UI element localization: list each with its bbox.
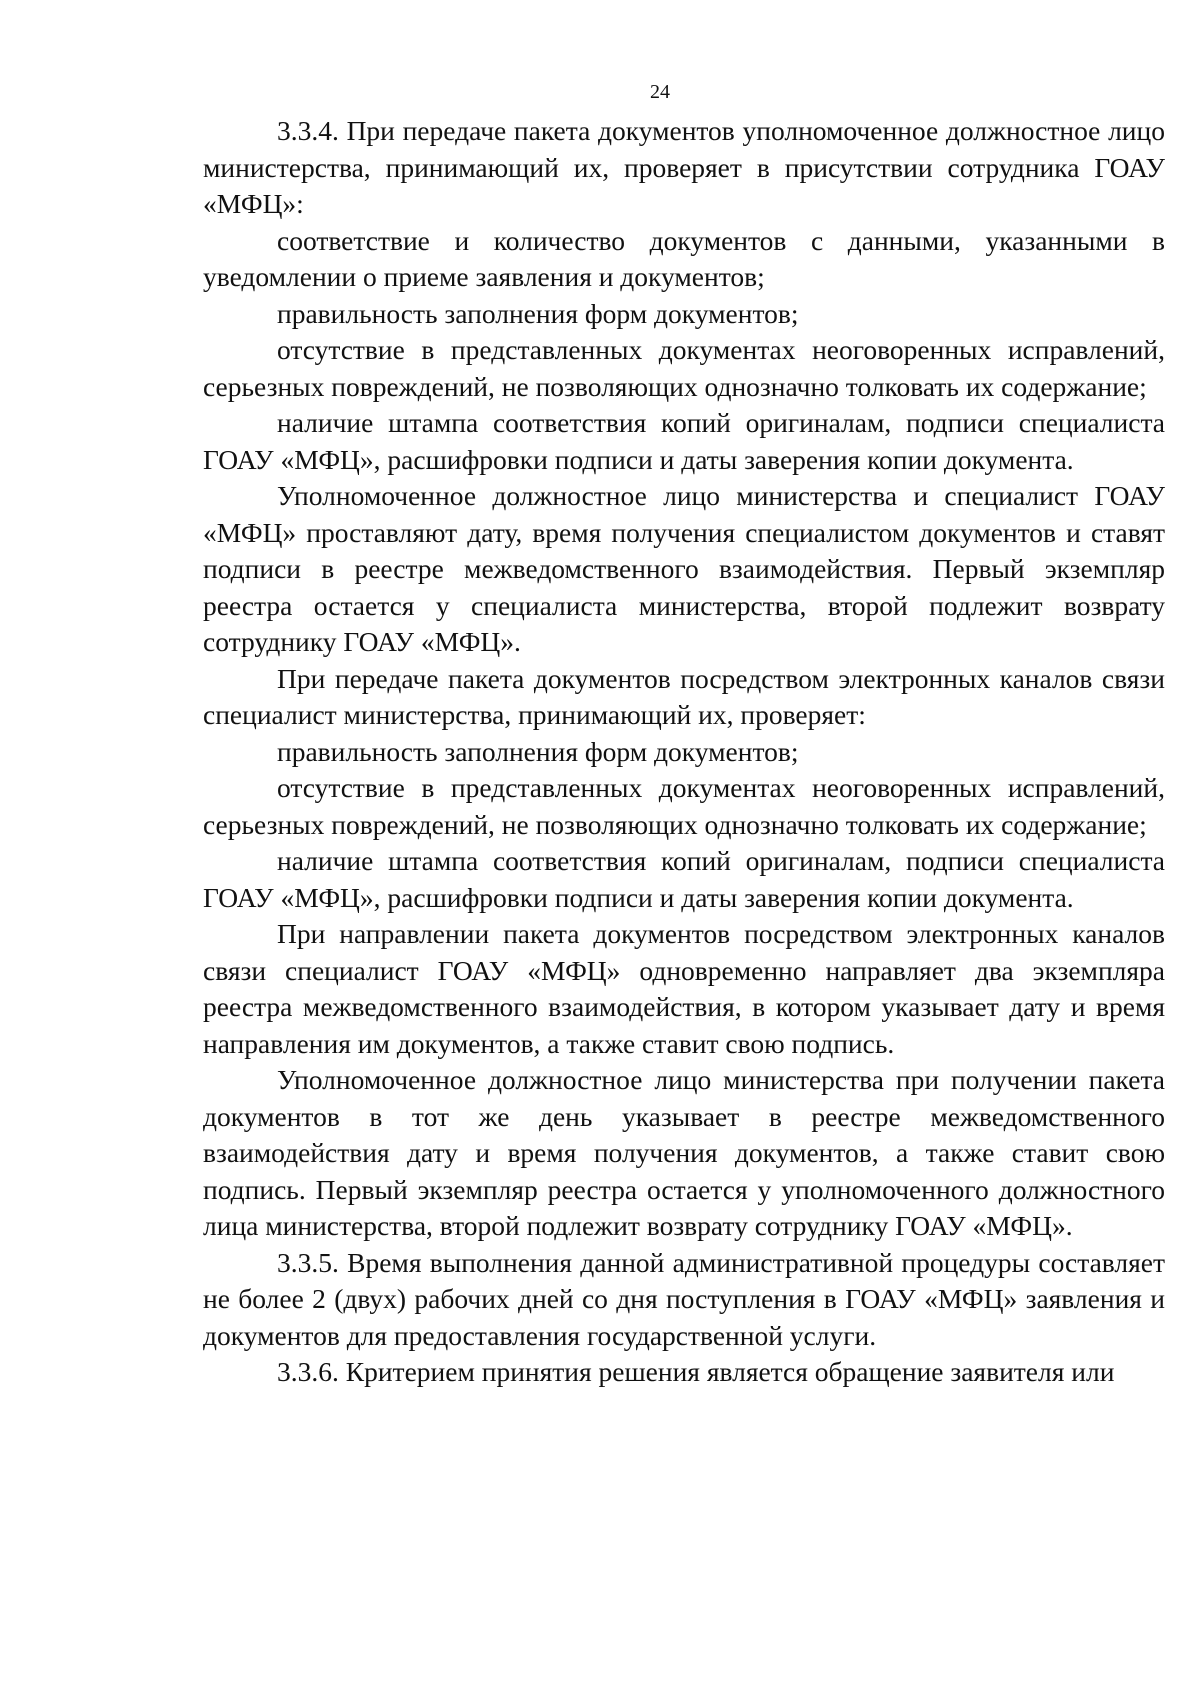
page-number: 24: [650, 81, 670, 103]
paragraph-check-correspondence: соответствие и количество документов с данными, указанными в уведомлении о приеме заявления и документов;: [203, 224, 1165, 292]
document-body: [203, 113, 1165, 1391]
paragraph-electronic-transfer: При передаче пакета документов посредством электронных каналов связи специалист министерства, принимающий их, проверяет:: [203, 662, 1165, 730]
paragraph-check-corrections: отсутствие в представленных документах неоговоренных исправлений, серьезных повреждений, не позволяющих однозначно толковать их содержание;: [203, 334, 1165, 402]
paragraph-receipt-registry: Уполномоченное должностное лицо министерства при получении пакета документов в тот же день указывает в реестре межведомственного взаимодействия дату и время получения документов, а также ставит свою подпись. Первый экземпляр реестра остается у уполномоченного должностного лица министерства, второй подлежит возврату сотруднику ГОАУ «МФЦ».: [203, 1064, 1165, 1241]
paragraph-3-3-4: 3.3.4. При передаче пакета документов уполномоченное должностное лицо министерства, принимающий их, проверяет в присутствии сотрудника ГОАУ «МФЦ»:: [203, 115, 1165, 219]
paragraph-check-forms: правильность заполнения форм документов;: [277, 297, 799, 329]
paragraph-electronic-check-corrections: отсутствие в представленных документах неоговоренных исправлений, серьезных повреждений, не позволяющих однозначно толковать их содержание;: [203, 772, 1165, 840]
paragraph-registry-signatures: Уполномоченное должностное лицо министерства и специалист ГОАУ «МФЦ» проставляют дату, время получения специалистом документов и ставят подписи в реестре межведомственного взаимодействия. Первый экземпляр реестра остается у специалиста министерства, второй подлежит возврату сотруднику ГОАУ «МФЦ».: [203, 480, 1165, 657]
paragraph-electronic-check-forms: правильность заполнения форм документов;: [277, 735, 799, 767]
paragraph-check-stamp: наличие штампа соответствия копий оригиналам, подписи специалиста ГОАУ «МФЦ», расшифровки подписи и даты заверения копии документа.: [203, 407, 1165, 475]
paragraph-electronic-sending: При направлении пакета документов посредством электронных каналов связи специалист ГОАУ «МФЦ» одновременно направляет два экземпляра реестра межведомственного взаимодействия, в котором указывает дату и время направления им документов, а также ставит свою подпись.: [203, 918, 1165, 1059]
paragraph-electronic-check-stamp: наличие штампа соответствия копий оригиналам, подписи специалиста ГОАУ «МФЦ», расшифровки подписи и даты заверения копии документа.: [203, 845, 1165, 913]
paragraph-3-3-6: 3.3.6. Критерием принятия решения является обращение заявителя или: [277, 1356, 1115, 1387]
paragraph-3-3-5: 3.3.5. Время выполнения данной административной процедуры составляет не более 2 (двух) рабочих дней со дня поступления в ГОАУ «МФЦ» заявления и документов для предоставления государственной услуги.: [203, 1246, 1165, 1351]
